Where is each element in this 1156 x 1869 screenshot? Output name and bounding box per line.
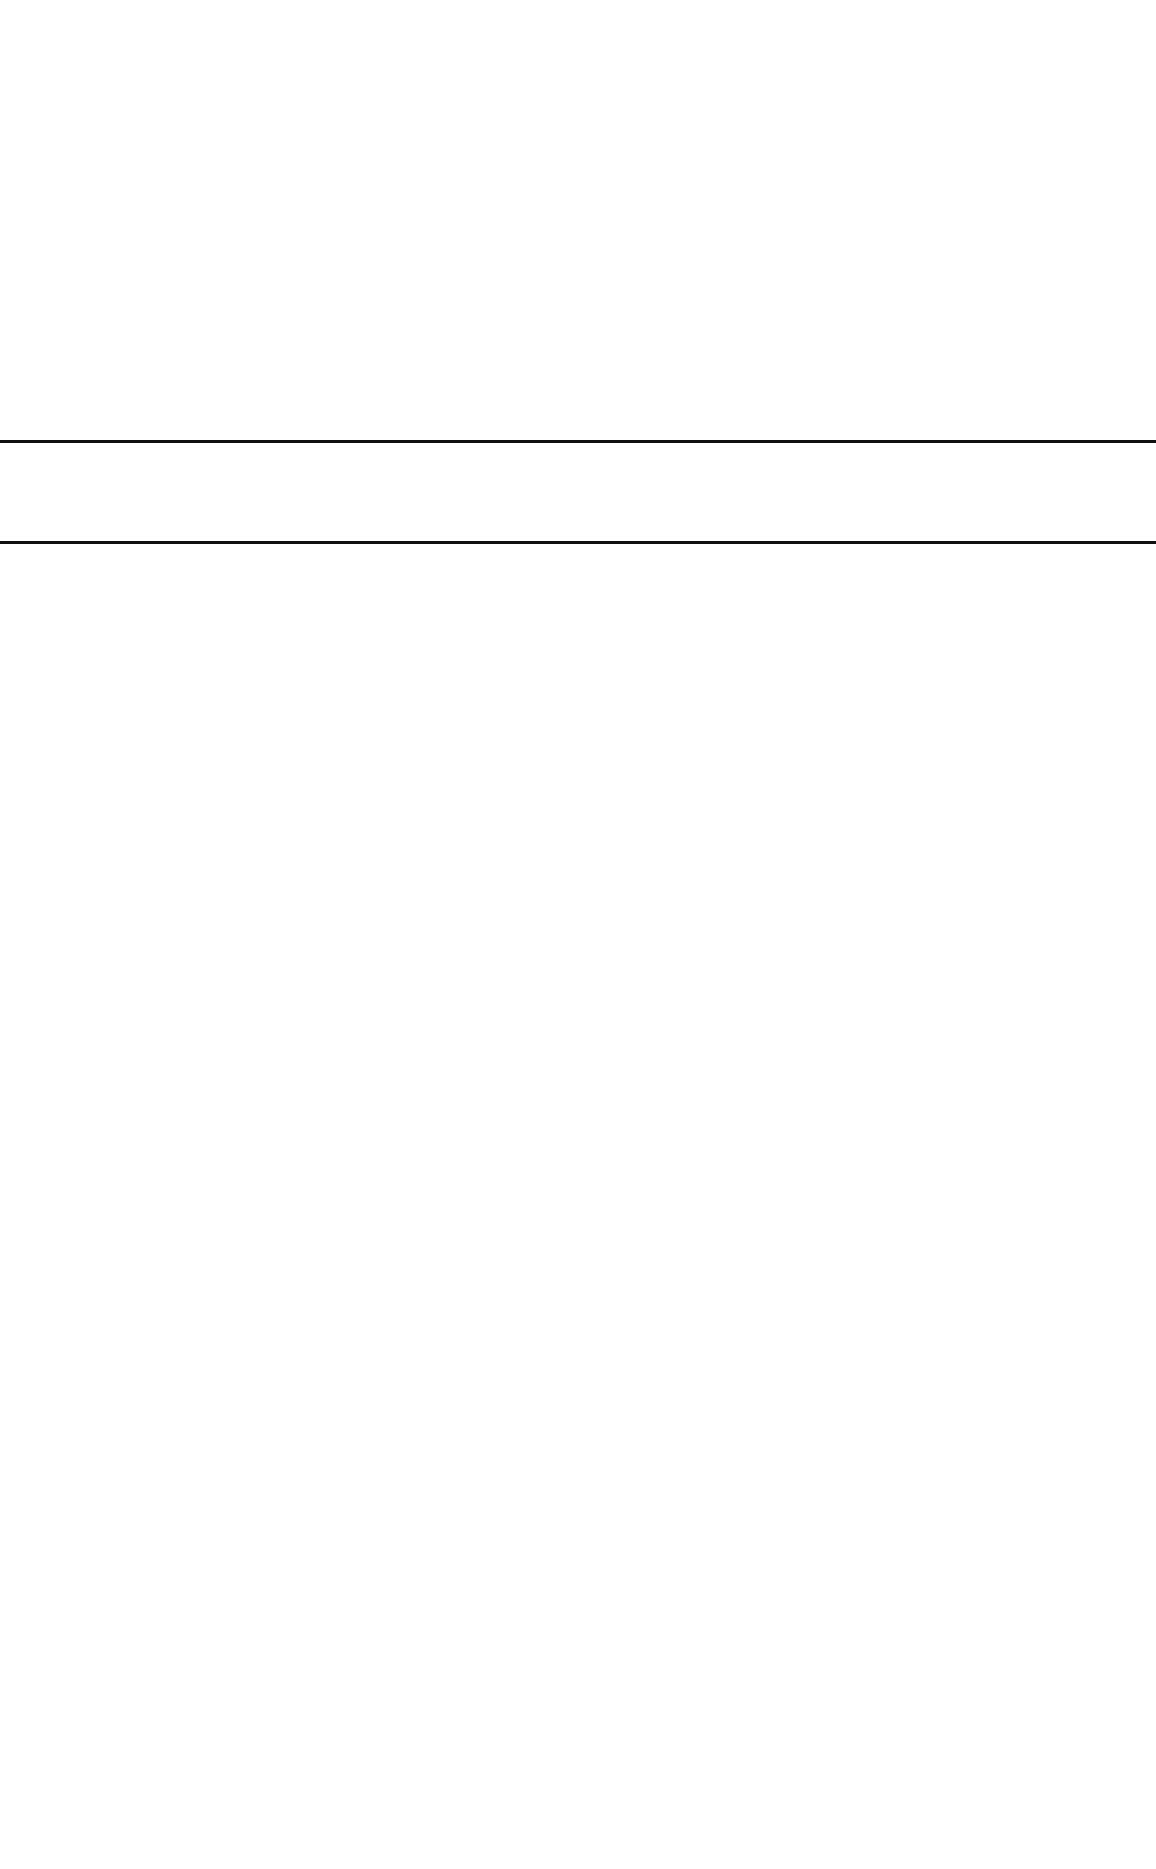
page-header — [0, 0, 1156, 14]
service-guide-section — [4, 548, 1152, 1866]
home-service-guide-banner — [0, 440, 1156, 544]
classified-top-section — [4, 16, 1152, 436]
